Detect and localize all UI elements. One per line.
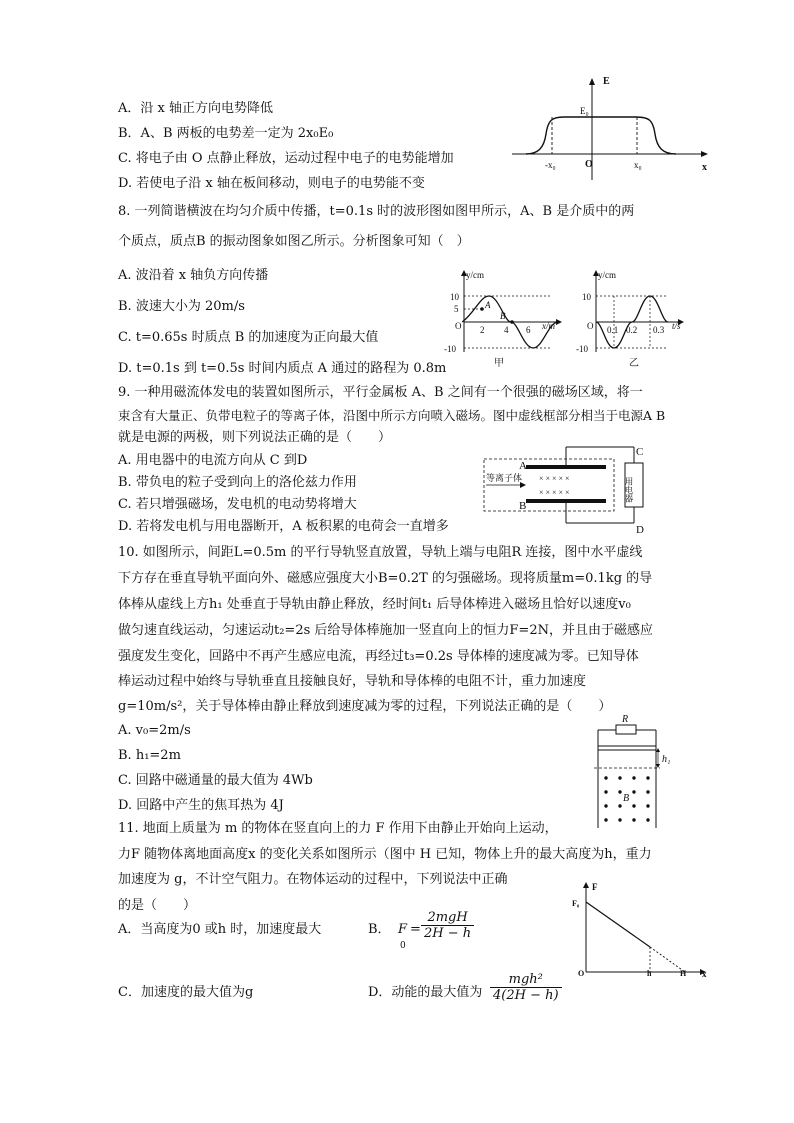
q11-option-d-prefix: D．动能的最大值为 [368, 985, 483, 1000]
q9-plate-b: B [519, 500, 527, 512]
q10-field-label: B [623, 793, 630, 804]
q10-rail-diagram [590, 712, 690, 830]
q8-yi-origin: O [587, 321, 594, 331]
q8-stem-line2: 个质点，质点B 的振动图象如图乙所示。分析图象可知（ ） [118, 234, 470, 249]
q11-option-b-prefix: B． [368, 922, 391, 937]
q8-jia-ytick-neg10: -10 [444, 344, 456, 354]
q9-label-c: C [636, 446, 644, 458]
q8-yi-caption: 乙 [629, 358, 639, 369]
q9-label-d: D [636, 524, 644, 536]
q9-device-label: 用电器 [624, 477, 634, 503]
q11-h-label: h [647, 969, 652, 978]
q11-line2: 力F 随物体离地面高度x 的变化关系如图所示（图中 H 已知，物体上升的最大高度为h，重力 [118, 847, 652, 862]
q11-option-b-sub: 0 [400, 941, 406, 951]
q8-option-d: D. t=0.1s 到 t=0.5s 时间内质点 A 通过的路程为 0.8m [118, 361, 447, 376]
q10-line6: 棒运动过程中始终与导轨垂直且接触良好，导轨和导体棒的电阻不计，重力加速度 [118, 674, 587, 689]
q10-option-c: C. 回路中磁通量的最大值为 4Wb [118, 773, 313, 788]
q10-line2: 下方存在垂直导轨平面向外、磁感应强度大小B=0.2T 的匀强磁场。现将质量m=0.1kg 的导 [118, 571, 653, 586]
q10-resistor-label: R [622, 714, 629, 725]
q8-option-a: A. 波沿着 x 轴负方向传播 [118, 268, 269, 283]
q10-height-label: h₁ [662, 754, 671, 765]
q11-H-label: H [680, 969, 687, 978]
q8-yi-ytick-neg10: -10 [576, 344, 588, 354]
q9-option-a: A. 用电器中的电流方向从 C 到D [118, 453, 308, 468]
q9-option-d: D. 若将发电机与用电器断开，A 板积累的电荷会一直增多 [118, 519, 449, 534]
q8-yi-ytick-10: 10 [582, 292, 591, 302]
svg-text:× × × × ×: × × × × × [539, 488, 570, 497]
q11-force-graph [570, 878, 710, 978]
q11-axis-x: x [702, 969, 707, 978]
q8-jia-point-a: A [485, 300, 491, 310]
q7-e0-label: E₀ [580, 106, 589, 116]
q8-jia-x-label: x/m [542, 321, 555, 331]
q8-stem-line1: 8. 一列简谐横波在均匀介质中传播，t=0.1s 时的波形图如图甲所示，A、B 是介质中的两 [118, 204, 635, 219]
q8-yi-xtick-03: 0.3 [653, 325, 665, 335]
q11-origin: O [578, 969, 585, 978]
q9-stem-line1: 9. 一种用磁流体发电的装置如图所示，平行金属板 A、B 之间有一个很强的磁场区域，将一 [118, 385, 643, 400]
q7-axis-x: x [702, 162, 707, 173]
q10-line7: g=10m/s²，关于导体棒由静止释放到速度减为零的过程，下列说法正确的是（ ） [118, 699, 612, 714]
q8-jia-xtick-2: 2 [480, 325, 485, 335]
q9-generator-diagram [482, 443, 662, 538]
q9-plate-a: A [519, 460, 527, 472]
q11-line3: 加速度为 g，不计空气阻力。在物体运动的过程中，下列说法中正确 [118, 872, 508, 887]
q10-line3: 体棒从虚线上方h₁ 处垂直于导轨由静止释放，经时间t₁ 后导体棒进入磁场且恰好以速度v₀ [118, 597, 631, 612]
q9-stem-line2: 束含有大量正、负带电粒子的等离子体，沿图中所示方向喷入磁场。图中虚线框部分相当于电源A B [118, 408, 666, 423]
q7-option-c: C. 将电子由 O 点静止释放，运动过程中电子的电势能增加 [118, 151, 454, 166]
q7-option-b: B．A、B 两板的电势差一定为 2x₀E₀ [118, 126, 334, 141]
q11-axis-f: F [592, 882, 598, 892]
q11-line4: 的是（ ） [118, 898, 197, 913]
q11-option-a: A．当高度为0 或h 时，加速度最大 [118, 922, 322, 937]
q8-option-c: C. t=0.65s 时质点 B 的加速度为正向最大值 [118, 330, 379, 345]
q10-option-a: A. v₀=2m/s [118, 723, 191, 738]
q9-option-c: C. 若只增强磁场，发电机的电动势将增大 [118, 497, 357, 512]
q10-line4: 做匀速直线运动，匀速运动t₂=2s 后给导体棒施加一竖直向上的恒力F=2N，并且由于磁感应 [118, 623, 653, 638]
q8-jia-ytick-10: 10 [450, 292, 459, 302]
q7-origin: O [585, 159, 593, 170]
q11-option-d-denominator: 4(2H − h) [493, 988, 559, 1003]
q8-jia-xtick-4: 4 [504, 325, 509, 335]
q11-line1: 11. 地面上质量为 m 的物体在竖直向上的力 F 作用下由静止开始向上运动， [118, 821, 558, 836]
q9-plasma-label: 等离子体 [486, 473, 523, 483]
q7-option-d: D. 若使电子沿 x 轴在板间移动，则电子的电势能不变 [118, 176, 425, 191]
q8-jia-y-label: y/cm [466, 270, 484, 280]
q8-yi-xtick-02: 0.2 [626, 325, 638, 335]
q7-field-graph [508, 72, 713, 184]
q8-jia-ytick-5: 5 [454, 304, 459, 314]
q8-yi-xtick-01: 0.1 [607, 325, 619, 335]
q10-option-d: D. 回路中产生的焦耳热为 4J [118, 798, 284, 813]
q11-option-b-lhs: F [398, 922, 408, 937]
q7-neg-x0: -x₀ [545, 160, 556, 170]
q8-option-b: B. 波速大小为 20m/s [118, 299, 245, 314]
q8-jia-point-b: B [500, 311, 506, 321]
q9-option-b: B. 带负电的粒子受到向上的洛伦兹力作用 [118, 475, 357, 490]
q11-f0-label: F₀ [572, 899, 580, 908]
q8-jia-xtick-6: 6 [526, 325, 531, 335]
q7-axis-e: E [603, 76, 610, 87]
q9-stem-line3: 就是电源的两极，则下列说法正确的是（ ） [118, 430, 392, 445]
q8-yi-x-label: t/s [672, 321, 681, 331]
q10-line5: 强度发生变化，回路中不再产生感应电流，再经过t₃=0.2s 导体棒的速度减为零。已知导体 [118, 649, 639, 664]
svg-text:× × × × ×: × × × × × [539, 474, 570, 483]
q11-option-b-denominator: 2H − h [424, 926, 472, 941]
q7-option-a: A．沿 x 轴正方向电势降低 [118, 101, 273, 116]
q10-option-b: B. h₁=2m [118, 748, 181, 763]
q8-jia-caption: 甲 [494, 358, 504, 369]
q8-wave-graph-jia [442, 266, 572, 372]
q11-option-b-eq: = [410, 922, 421, 937]
q11-option-c: C．加速度的最大值为g [118, 985, 254, 1000]
q11-option-d-numerator: mgh² [490, 972, 562, 988]
q8-jia-origin: O [455, 321, 462, 331]
q8-yi-y-label: y/cm [598, 270, 616, 280]
q11-option-b-numerator: 2mgH [421, 910, 474, 926]
q7-pos-x0: x₀ [634, 160, 642, 170]
q8-vibration-graph-yi [574, 266, 694, 372]
q10-line1: 10. 如图所示，间距L=0.5m 的平行导轨竖直放置，导轨上端与电阻R 连接，图中水平虚线 [118, 545, 643, 560]
